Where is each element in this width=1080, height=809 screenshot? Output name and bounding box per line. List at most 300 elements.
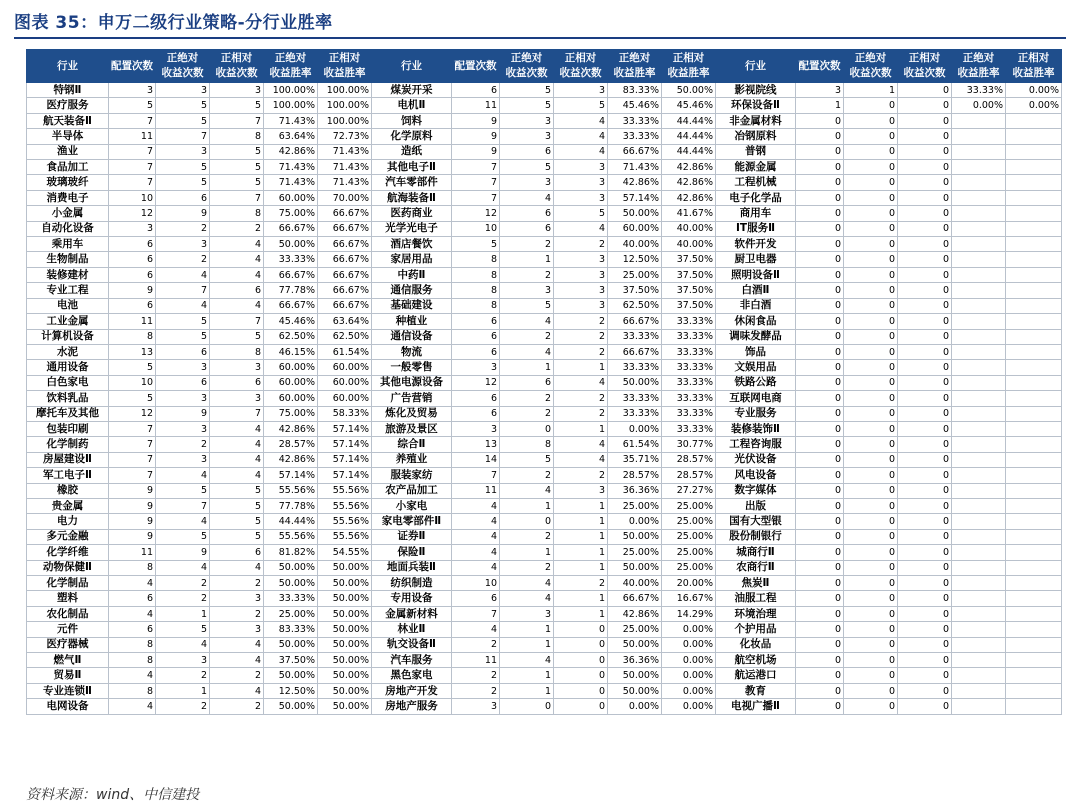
value-cell: 0 xyxy=(796,452,844,467)
value-cell: 1 xyxy=(554,591,608,606)
value-cell: 33.33% xyxy=(608,113,662,128)
value-cell: 2 xyxy=(452,683,500,698)
value-cell xyxy=(952,545,1006,560)
value-cell: 0 xyxy=(844,98,898,113)
value-cell: 61.54% xyxy=(318,344,372,359)
value-cell: 5 xyxy=(210,498,264,513)
value-cell: 5 xyxy=(210,160,264,175)
value-cell: 3 xyxy=(500,113,554,128)
value-cell: 37.50% xyxy=(608,283,662,298)
value-cell: 37.50% xyxy=(662,267,716,282)
value-cell: 4 xyxy=(500,344,554,359)
value-cell: 3 xyxy=(109,83,156,98)
value-cell: 0 xyxy=(844,360,898,375)
value-cell: 50.00% xyxy=(608,560,662,575)
industry-name-cell: 照明设备Ⅱ xyxy=(716,267,796,282)
value-cell xyxy=(1006,298,1062,313)
header-allocation-count: 配置次数 xyxy=(452,50,500,83)
value-cell: 10 xyxy=(109,375,156,390)
value-cell: 4 xyxy=(210,637,264,652)
value-cell: 0 xyxy=(796,483,844,498)
table-row xyxy=(27,437,1062,452)
value-cell: 33.33% xyxy=(608,391,662,406)
value-cell: 12 xyxy=(452,375,500,390)
value-cell: 0 xyxy=(898,237,952,252)
value-cell: 2 xyxy=(554,237,608,252)
value-cell: 0 xyxy=(898,545,952,560)
industry-name-cell: 服装家纺 xyxy=(372,468,452,483)
table-row xyxy=(27,591,1062,606)
value-cell: 33.33% xyxy=(608,406,662,421)
value-cell: 50.00% xyxy=(318,591,372,606)
value-cell: 11 xyxy=(109,129,156,144)
header-positive-relative-count: 正相对 收益次数 xyxy=(554,50,608,83)
value-cell: 6 xyxy=(109,267,156,282)
value-cell: 71.43% xyxy=(318,160,372,175)
value-cell: 50.00% xyxy=(318,699,372,714)
value-cell: 0 xyxy=(796,622,844,637)
value-cell: 0 xyxy=(796,113,844,128)
value-cell xyxy=(1006,637,1062,652)
value-cell: 7 xyxy=(452,468,500,483)
value-cell: 0 xyxy=(898,452,952,467)
industry-name-cell: 能源金属 xyxy=(716,160,796,175)
industry-name-cell: 水泥 xyxy=(27,344,109,359)
header-positive-absolute-count: 正绝对 收益次数 xyxy=(500,50,554,83)
value-cell: 2 xyxy=(156,576,210,591)
value-cell xyxy=(952,606,1006,621)
value-cell xyxy=(1006,144,1062,159)
value-cell: 50.00% xyxy=(318,560,372,575)
value-cell: 9 xyxy=(109,514,156,529)
value-cell: 3 xyxy=(156,144,210,159)
industry-name-cell: 化学制品 xyxy=(27,576,109,591)
value-cell: 2 xyxy=(210,576,264,591)
value-cell: 7 xyxy=(109,421,156,436)
value-cell: 5 xyxy=(500,452,554,467)
value-cell: 7 xyxy=(109,452,156,467)
value-cell: 4 xyxy=(452,622,500,637)
table-row xyxy=(27,468,1062,483)
value-cell: 7 xyxy=(109,144,156,159)
table-row xyxy=(27,452,1062,467)
value-cell: 0 xyxy=(554,668,608,683)
value-cell: 0 xyxy=(844,344,898,359)
value-cell: 1 xyxy=(500,252,554,267)
value-cell: 0 xyxy=(898,360,952,375)
value-cell: 0 xyxy=(796,421,844,436)
value-cell: 0 xyxy=(898,421,952,436)
value-cell: 50.00% xyxy=(608,683,662,698)
header-positive-relative-count: 正相对 收益次数 xyxy=(898,50,952,83)
value-cell: 0 xyxy=(844,699,898,714)
value-cell: 0 xyxy=(796,514,844,529)
value-cell: 0 xyxy=(844,421,898,436)
value-cell: 7 xyxy=(109,113,156,128)
industry-name-cell: 军工电子Ⅱ xyxy=(27,468,109,483)
value-cell: 55.56% xyxy=(264,529,318,544)
value-cell: 66.67% xyxy=(318,267,372,282)
value-cell: 2 xyxy=(500,237,554,252)
value-cell: 0 xyxy=(844,129,898,144)
industry-name-cell: 专业工程 xyxy=(27,283,109,298)
value-cell: 6 xyxy=(452,391,500,406)
value-cell: 4 xyxy=(109,668,156,683)
value-cell: 7 xyxy=(210,314,264,329)
value-cell: 0 xyxy=(898,375,952,390)
value-cell xyxy=(1006,190,1062,205)
value-cell: 100.00% xyxy=(318,83,372,98)
value-cell xyxy=(1006,514,1062,529)
value-cell: 71.43% xyxy=(264,113,318,128)
value-cell: 55.56% xyxy=(318,514,372,529)
value-cell: 0 xyxy=(898,221,952,236)
value-cell: 3 xyxy=(156,360,210,375)
value-cell: 4 xyxy=(156,637,210,652)
value-cell xyxy=(952,283,1006,298)
value-cell: 0 xyxy=(898,144,952,159)
value-cell: 66.67% xyxy=(318,283,372,298)
value-cell: 4 xyxy=(452,529,500,544)
value-cell: 0 xyxy=(898,529,952,544)
value-cell: 0 xyxy=(796,391,844,406)
industry-name-cell: 饮料乳品 xyxy=(27,391,109,406)
value-cell: 3 xyxy=(554,160,608,175)
value-cell: 3 xyxy=(156,237,210,252)
value-cell xyxy=(1006,683,1062,698)
industry-name-cell: 风电设备 xyxy=(716,468,796,483)
value-cell: 42.86% xyxy=(608,606,662,621)
value-cell xyxy=(952,653,1006,668)
value-cell: 28.57% xyxy=(662,468,716,483)
value-cell: 66.67% xyxy=(608,591,662,606)
value-cell: 60.00% xyxy=(264,391,318,406)
table-row xyxy=(27,699,1062,714)
value-cell xyxy=(1006,252,1062,267)
value-cell xyxy=(952,622,1006,637)
value-cell: 35.71% xyxy=(608,452,662,467)
value-cell: 4 xyxy=(210,252,264,267)
value-cell: 0 xyxy=(796,206,844,221)
value-cell xyxy=(952,252,1006,267)
value-cell: 10 xyxy=(452,221,500,236)
value-cell: 20.00% xyxy=(662,576,716,591)
value-cell: 50.00% xyxy=(264,576,318,591)
value-cell: 4 xyxy=(452,514,500,529)
value-cell: 62.50% xyxy=(264,329,318,344)
value-cell: 55.56% xyxy=(264,483,318,498)
value-cell: 50.00% xyxy=(318,683,372,698)
industry-name-cell: 消费电子 xyxy=(27,190,109,205)
industry-name-cell: 多元金融 xyxy=(27,529,109,544)
value-cell: 9 xyxy=(452,113,500,128)
value-cell: 33.33% xyxy=(264,252,318,267)
industry-name-cell: 乘用车 xyxy=(27,237,109,252)
value-cell: 0.00% xyxy=(662,668,716,683)
value-cell: 83.33% xyxy=(608,83,662,98)
value-cell: 44.44% xyxy=(264,514,318,529)
value-cell: 0 xyxy=(554,699,608,714)
value-cell: 0 xyxy=(844,483,898,498)
value-cell: 0 xyxy=(796,190,844,205)
industry-name-cell: 种植业 xyxy=(372,314,452,329)
value-cell xyxy=(952,113,1006,128)
value-cell: 7 xyxy=(156,498,210,513)
value-cell xyxy=(1006,360,1062,375)
value-cell: 0 xyxy=(796,237,844,252)
value-cell: 28.57% xyxy=(662,452,716,467)
header-positive-absolute-count: 正绝对 收益次数 xyxy=(844,50,898,83)
value-cell: 0.00% xyxy=(608,514,662,529)
value-cell xyxy=(952,668,1006,683)
value-cell: 66.67% xyxy=(318,221,372,236)
value-cell: 7 xyxy=(210,406,264,421)
value-cell xyxy=(1006,329,1062,344)
value-cell: 6 xyxy=(452,329,500,344)
value-cell: 100.00% xyxy=(264,98,318,113)
industry-name-cell: 专业连锁Ⅱ xyxy=(27,683,109,698)
value-cell: 6 xyxy=(109,591,156,606)
value-cell: 12 xyxy=(109,206,156,221)
value-cell: 0 xyxy=(898,699,952,714)
value-cell: 4 xyxy=(210,683,264,698)
value-cell: 1 xyxy=(554,606,608,621)
header-industry: 行业 xyxy=(716,50,796,83)
value-cell: 50.00% xyxy=(318,576,372,591)
value-cell: 1 xyxy=(554,360,608,375)
value-cell: 5 xyxy=(210,329,264,344)
value-cell xyxy=(1006,591,1062,606)
value-cell: 3 xyxy=(109,221,156,236)
value-cell: 6 xyxy=(109,622,156,637)
value-cell: 4 xyxy=(156,267,210,282)
value-cell: 100.00% xyxy=(318,98,372,113)
industry-name-cell: 电网设备 xyxy=(27,699,109,714)
value-cell xyxy=(1006,560,1062,575)
value-cell: 3 xyxy=(554,283,608,298)
value-cell: 10 xyxy=(452,576,500,591)
industry-name-cell: 保险Ⅱ xyxy=(372,545,452,560)
value-cell: 7 xyxy=(452,190,500,205)
industry-name-cell: 燃气Ⅱ xyxy=(27,653,109,668)
value-cell: 25.00% xyxy=(608,498,662,513)
value-cell: 0 xyxy=(844,452,898,467)
value-cell: 33.33% xyxy=(608,360,662,375)
value-cell: 0 xyxy=(844,514,898,529)
value-cell: 3 xyxy=(500,606,554,621)
value-cell: 14 xyxy=(452,452,500,467)
industry-name-cell: 股份制银行 xyxy=(716,529,796,544)
value-cell: 3 xyxy=(156,452,210,467)
value-cell: 0 xyxy=(796,406,844,421)
industry-name-cell: 电机Ⅱ xyxy=(372,98,452,113)
industry-name-cell: 医疗器械 xyxy=(27,637,109,652)
value-cell: 8 xyxy=(210,129,264,144)
value-cell: 0.00% xyxy=(662,622,716,637)
value-cell: 0.00% xyxy=(662,699,716,714)
value-cell: 4 xyxy=(500,653,554,668)
value-cell xyxy=(952,144,1006,159)
value-cell: 9 xyxy=(109,483,156,498)
value-cell: 0.00% xyxy=(662,637,716,652)
value-cell: 0 xyxy=(844,267,898,282)
industry-name-cell: 专业服务 xyxy=(716,406,796,421)
value-cell: 9 xyxy=(452,144,500,159)
value-cell: 41.67% xyxy=(662,206,716,221)
value-cell: 4 xyxy=(554,144,608,159)
value-cell: 0 xyxy=(844,144,898,159)
value-cell: 0 xyxy=(796,498,844,513)
value-cell: 0 xyxy=(844,622,898,637)
value-cell: 1 xyxy=(500,622,554,637)
value-cell: 6 xyxy=(210,545,264,560)
value-cell: 0 xyxy=(500,514,554,529)
value-cell xyxy=(1006,237,1062,252)
table-row xyxy=(27,683,1062,698)
value-cell: 11 xyxy=(452,98,500,113)
value-cell xyxy=(1006,653,1062,668)
value-cell: 60.00% xyxy=(318,391,372,406)
value-cell xyxy=(952,314,1006,329)
value-cell xyxy=(952,344,1006,359)
value-cell: 0 xyxy=(898,437,952,452)
header-absolute-win-rate: 正绝对 收益胜率 xyxy=(264,50,318,83)
value-cell: 1 xyxy=(554,498,608,513)
industry-name-cell: 专用设备 xyxy=(372,591,452,606)
value-cell: 0 xyxy=(844,576,898,591)
value-cell: 3 xyxy=(796,83,844,98)
value-cell: 8 xyxy=(109,560,156,575)
industry-name-cell: 农产品加工 xyxy=(372,483,452,498)
value-cell: 0 xyxy=(844,529,898,544)
value-cell xyxy=(1006,175,1062,190)
value-cell: 55.56% xyxy=(318,483,372,498)
table-row xyxy=(27,344,1062,359)
value-cell: 33.33% xyxy=(662,375,716,390)
value-cell: 0 xyxy=(898,591,952,606)
value-cell xyxy=(952,206,1006,221)
value-cell: 0 xyxy=(796,375,844,390)
value-cell: 66.67% xyxy=(264,298,318,313)
value-cell: 0 xyxy=(796,437,844,452)
value-cell: 0 xyxy=(898,83,952,98)
value-cell: 0 xyxy=(898,175,952,190)
value-cell: 33.33% xyxy=(264,591,318,606)
industry-name-cell: 非白酒 xyxy=(716,298,796,313)
value-cell: 36.36% xyxy=(608,653,662,668)
value-cell: 0 xyxy=(796,668,844,683)
value-cell: 0 xyxy=(898,406,952,421)
value-cell: 1 xyxy=(500,668,554,683)
industry-name-cell: 航天装备Ⅱ xyxy=(27,113,109,128)
value-cell: 8 xyxy=(452,283,500,298)
value-cell: 0 xyxy=(796,699,844,714)
value-cell xyxy=(952,498,1006,513)
value-cell xyxy=(952,452,1006,467)
value-cell: 9 xyxy=(156,206,210,221)
value-cell: 0 xyxy=(898,160,952,175)
industry-name-cell: 个护用品 xyxy=(716,622,796,637)
value-cell: 66.67% xyxy=(264,267,318,282)
value-cell: 71.43% xyxy=(608,160,662,175)
value-cell: 0 xyxy=(844,606,898,621)
value-cell: 44.44% xyxy=(662,113,716,128)
value-cell: 0 xyxy=(844,653,898,668)
value-cell: 5 xyxy=(210,529,264,544)
header-positive-relative-count: 正相对 收益次数 xyxy=(210,50,264,83)
value-cell: 66.67% xyxy=(608,344,662,359)
value-cell: 9 xyxy=(109,529,156,544)
industry-name-cell: 通信服务 xyxy=(372,283,452,298)
value-cell: 8 xyxy=(109,637,156,652)
industry-name-cell: 通信设备 xyxy=(372,329,452,344)
value-cell: 2 xyxy=(156,437,210,452)
industry-name-cell: 家居用品 xyxy=(372,252,452,267)
industry-win-rate-table xyxy=(26,49,1062,715)
value-cell: 7 xyxy=(210,190,264,205)
table-row xyxy=(27,314,1062,329)
value-cell: 4 xyxy=(500,576,554,591)
value-cell: 0 xyxy=(898,113,952,128)
value-cell: 4 xyxy=(210,421,264,436)
value-cell: 8 xyxy=(109,329,156,344)
value-cell xyxy=(952,514,1006,529)
value-cell: 1 xyxy=(500,683,554,698)
value-cell: 0 xyxy=(796,252,844,267)
value-cell: 5 xyxy=(500,298,554,313)
industry-name-cell: 白酒Ⅱ xyxy=(716,283,796,298)
industry-name-cell: 证券Ⅱ xyxy=(372,529,452,544)
value-cell: 25.00% xyxy=(662,514,716,529)
value-cell: 60.00% xyxy=(264,375,318,390)
value-cell: 50.00% xyxy=(318,653,372,668)
value-cell: 50.00% xyxy=(264,237,318,252)
value-cell: 0 xyxy=(844,560,898,575)
value-cell: 2 xyxy=(156,221,210,236)
value-cell: 0 xyxy=(898,329,952,344)
industry-name-cell: 一般零售 xyxy=(372,360,452,375)
value-cell: 2 xyxy=(554,329,608,344)
industry-name-cell: 文娱用品 xyxy=(716,360,796,375)
value-cell: 0 xyxy=(500,421,554,436)
value-cell: 57.14% xyxy=(318,452,372,467)
value-cell xyxy=(952,683,1006,698)
value-cell: 0 xyxy=(796,637,844,652)
value-cell: 7 xyxy=(109,160,156,175)
table-row xyxy=(27,129,1062,144)
value-cell: 3 xyxy=(156,421,210,436)
value-cell: 66.67% xyxy=(608,314,662,329)
value-cell: 8 xyxy=(210,344,264,359)
value-cell: 40.00% xyxy=(662,237,716,252)
value-cell: 50.00% xyxy=(608,529,662,544)
industry-name-cell: 自动化设备 xyxy=(27,221,109,236)
industry-name-cell: 纺织制造 xyxy=(372,576,452,591)
value-cell: 0 xyxy=(844,298,898,313)
value-cell: 5 xyxy=(156,98,210,113)
industry-name-cell: 化妆品 xyxy=(716,637,796,652)
industry-name-cell: 饰品 xyxy=(716,344,796,359)
value-cell: 33.33% xyxy=(662,314,716,329)
value-cell: 7 xyxy=(210,113,264,128)
table-row xyxy=(27,576,1062,591)
value-cell: 75.00% xyxy=(264,206,318,221)
value-cell: 55.56% xyxy=(318,498,372,513)
value-cell: 50.00% xyxy=(318,606,372,621)
table-row xyxy=(27,267,1062,282)
value-cell: 0 xyxy=(898,98,952,113)
value-cell: 42.86% xyxy=(608,175,662,190)
